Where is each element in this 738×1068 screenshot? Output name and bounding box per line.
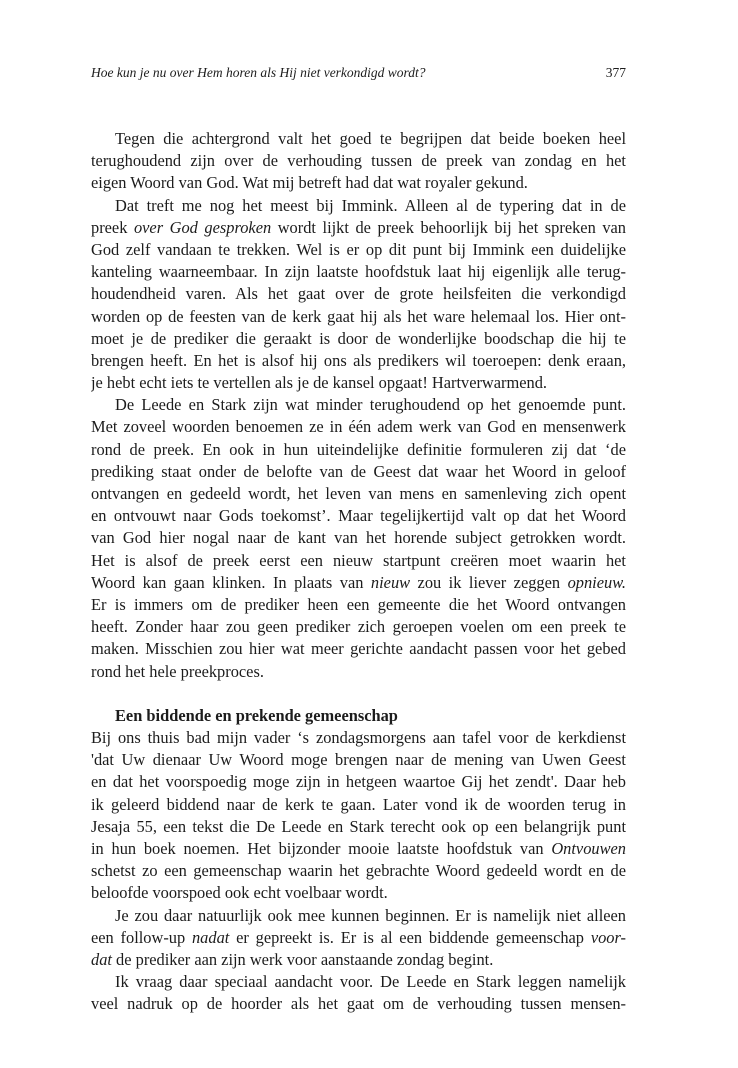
text-span: er gepreekt is. Er is al een biddende gemeenschap (229, 927, 591, 947)
text-span: Woord kan gaan klinken. In plaats van (91, 572, 371, 592)
italic-title: Ontvouwen (551, 839, 626, 858)
text-line: beloofde voorspoed ook echt voelbaar wordt. (91, 883, 388, 903)
italic-phrase: over God gesproken (133, 217, 272, 237)
paragraph (91, 195, 626, 395)
text-line: De Leede en Stark zijn wat minder terughoudend op het genoemde punt. (115, 395, 626, 415)
text-line: 'dat Uw dienaar Uw Woord moge brengen naar de mening van Uwen Geest (91, 750, 626, 770)
text-span: in hun boek noemen. Het bijzonder mooie laatste hoofdstuk van (91, 839, 544, 858)
text-line: Er is immers om de prediker heen een gemeente die het Woord ontvangen (91, 594, 626, 614)
paragraph (91, 394, 626, 682)
page-number: 377 (605, 65, 626, 80)
text-line: eigen Woord van God. Wat mij betreft had dat wat royaler gekund. (91, 173, 528, 193)
text-span: de prediker aan zijn werk voor aanstaande zondag begint. (111, 949, 494, 969)
text-span: zou ik liever zeggen (410, 572, 568, 592)
section-heading: Een biddende en prekende gemeenschap (115, 705, 398, 725)
italic-word: dat (91, 949, 112, 969)
text-line: ik geleerd biddend naar de kerk te gaan. Later vond ik de woorden terug in (91, 794, 626, 814)
text-line: Tegen die achtergrond valt het goed te begrijpen dat beide boeken heel (115, 129, 626, 148)
paragraph (91, 971, 626, 1015)
text-line: brengen heeft. En het is alsof hij ons als predikers wil toeroepen: denk eraan, (91, 350, 626, 370)
text-line: Ik vraag daar speciaal aandacht voor. De Leede en Stark leggen namelijk (115, 972, 626, 992)
text-line: God zelf vandaan te trekken. Wel is er op dit punt bij Immink een duidelijke (91, 239, 626, 259)
text-line: kanteling waarneembaar. In zijn laatste hoofdstuk laat hij eigenlijk alle terug- (91, 262, 626, 282)
running-header (91, 63, 626, 83)
section-spacer (91, 683, 626, 705)
paragraph (91, 727, 626, 905)
text-span: preek (91, 217, 134, 237)
running-title: Hoe kun je nu over Hem horen als Hij niet verkondigd wordt? (91, 65, 426, 80)
text-line: houdendheid varen. Als het gaat over de grote heilsfeiten die verkondigd (91, 284, 626, 304)
text-line: Dat treft me nog het meest bij Immink. Alleen al de typering dat in de (115, 195, 626, 215)
body-text (91, 128, 626, 1016)
italic-word: nieuw (370, 572, 411, 592)
text-line: veel nadruk op de hoorder als het gaat om de verhouding tussen mensen- (91, 994, 626, 1014)
text-line (91, 838, 626, 860)
text-line: Het is alsof de preek eerst een nieuw startpunt creëren moet waarin het (91, 550, 626, 570)
italic-word: opnieuw. (567, 572, 626, 592)
text-line: en ontvouwt naar Gods toekomst’. Maar tegelijkertijd valt op dat het Woord (91, 506, 626, 526)
text-line: heeft. Zonder haar zou geen prediker zich geroepen voelen om een preek te (91, 617, 626, 637)
text-line: en dat het voorspoedig moge zijn in hetgeen waartoe Gij het zendt'. Daar heb (91, 772, 626, 792)
text-line (91, 217, 626, 239)
text-line: prediking staat onder de belofte van de Geest dat waar het Woord in geloof (91, 461, 626, 481)
text-line (91, 572, 626, 594)
text-line: Je zou daar natuurlijk ook mee kunnen beginnen. Er is namelijk niet alleen (115, 905, 626, 925)
text-line: van God hier nogal naar de kant van het horende subject getrokken wordt. (91, 528, 626, 548)
text-line (91, 949, 626, 971)
italic-word: nadat (191, 927, 230, 947)
text-line: Met zoveel woorden benoemen ze in één adem werk van God en mensenwerk (91, 417, 626, 437)
text-line: rond de preek. En ook in hun uiteindelijke definitie formuleren zij dat ‘de (91, 439, 626, 459)
text-span: een follow-up (91, 927, 192, 947)
text-span: wordt lijkt de preek behoorlijk bij het spreken van (271, 217, 626, 237)
text-line: maken. Misschien zou hier wat meer gerichte aandacht passen voor het gebed (91, 639, 626, 659)
text-line: je hebt echt iets te vertellen als je de kansel opgaat! Hartverwarmend. (91, 373, 548, 393)
text-line: ontvangen en gedeeld wordt, het leven van mens en samenleving zich opent (91, 484, 626, 503)
text-line: terughoudend zijn over de verhouding tussen de preek van zondag en het (91, 151, 626, 171)
italic-word: voor- (590, 927, 626, 947)
text-line (91, 927, 626, 949)
paragraph (91, 128, 626, 195)
text-line: schetst zo een gemeenschap waarin het gebrachte Woord gedeeld wordt en de (91, 861, 626, 881)
text-line: Bij ons thuis bad mijn vader ‘s zondagsmorgens aan tafel voor de kerkdienst (91, 728, 626, 748)
text-line: rond het hele preekproces. (91, 661, 264, 681)
paragraph (91, 905, 626, 972)
text-line: moet je de prediker die geraakt is door de wonderlijke boodschap die hij te (91, 328, 626, 348)
text-line: Jesaja 55, een tekst die De Leede en Stark terecht ook op een belangrijk punt (91, 816, 626, 836)
text-line: worden op de feesten van de kerk gaat hij als het ware helemaal los. Hier ont- (91, 306, 626, 326)
